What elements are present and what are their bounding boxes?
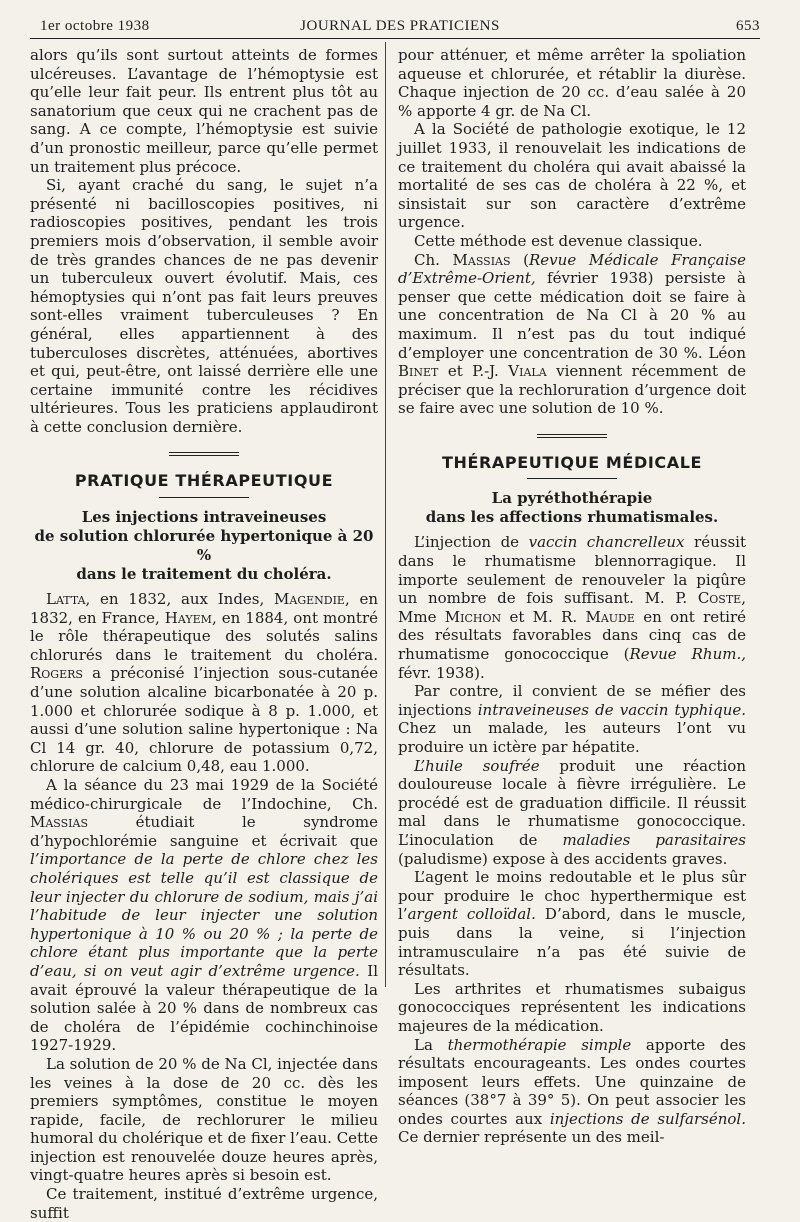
left-column bbox=[30, 46, 378, 1222]
emphasis: thermothérapie simple bbox=[447, 1035, 632, 1054]
text-run: févr. 1938). bbox=[398, 663, 485, 682]
text-run: D’abord, dans le muscle, puis dans la veine, si l’injection intramusculaire n’a pas été suivie de résultats. bbox=[398, 905, 746, 980]
text-run: Ch. bbox=[414, 250, 453, 269]
header-journal-title: JOURNAL DES PRATICIENS bbox=[300, 18, 500, 34]
paragraph bbox=[398, 868, 746, 980]
header-rule bbox=[30, 38, 760, 39]
quotation: l’importance de la perte de chlore chez les cholériques est telle qu’il est classique de leur injecter du chlorure de sodium, mais j’ai l’habitude de leur injecter une solution hypertonique à 10 % ou 20 % ; la perte de chlore étant plus importante que la perte d’eau, si on veut agir d’extrême urgence. bbox=[30, 850, 378, 980]
paragraph: A la Société de pathologie exotique, le 12 juillet 1933, il renouvelait les indications de ce traitement du choléra qui avait abaissé la mortalité de ses cas de choléra à 22 %, et sinsistait sur son caractère d’extrême urgence. bbox=[398, 120, 746, 232]
section-separator bbox=[537, 434, 607, 438]
text-run: viennent récemment de préciser que la rechloruration d’urgence doit se faire avec une solution de 10 %. bbox=[398, 362, 747, 418]
text-run: , en 1832, en France, bbox=[30, 590, 379, 627]
paragraph bbox=[30, 590, 378, 776]
text-run: Chez un malade, les auteurs l’ont vu produire un ictère par hépatite. bbox=[398, 719, 746, 756]
section-title-rule bbox=[527, 478, 617, 479]
author-name: Rogers bbox=[30, 664, 83, 683]
paragraph: Cette méthode est devenue classique. bbox=[414, 231, 703, 250]
author-name: Latta bbox=[46, 590, 86, 609]
emphasis: L’huile soufrée bbox=[414, 756, 540, 775]
paragraph bbox=[398, 757, 746, 869]
text-run: , en 1884, ont montré le rôle thérapeutique des solutés salins chlorurés dans le traitement du choléra. bbox=[30, 608, 379, 664]
article-title-line: dans les affections rhumatismales. bbox=[425, 508, 719, 527]
text-run: ( bbox=[510, 250, 530, 269]
text-run: et M. R. bbox=[501, 607, 586, 626]
emphasis: injections de sulfarsénol. bbox=[549, 1109, 746, 1128]
text-run: L’agent le moins redoutable et le plus sûr pour produire le choc hyperthermique est l’ bbox=[398, 868, 746, 924]
journal-citation: Revue Rhum., bbox=[629, 645, 746, 664]
article-title-line: dans le traitement du choléra. bbox=[76, 565, 332, 584]
section-title-rule bbox=[159, 497, 249, 498]
text-run: Il avait éprouvé la valeur thérapeutique de la solution salée à 20 % dans de nombreux cas de choléra de l’épidémie cochinchinoise 1927-1929. bbox=[30, 961, 378, 1055]
paragraph bbox=[30, 776, 378, 1055]
section-separator bbox=[169, 452, 239, 456]
paragraph: Ce traitement, institué d’extrême urgence, suffit bbox=[30, 1185, 378, 1222]
text-run: L’injection de bbox=[414, 533, 529, 552]
article-title-line: Les injections intraveineuses bbox=[81, 508, 327, 527]
journal-citation: Revue Médicale Française d’Extrême-Orient, bbox=[398, 250, 746, 288]
emphasis: intraveineuses de vaccin typhique. bbox=[477, 700, 746, 719]
column-rule bbox=[385, 42, 386, 987]
paragraph bbox=[398, 533, 746, 682]
right-column bbox=[398, 46, 746, 1147]
author-name: Hayem bbox=[164, 608, 212, 627]
paragraph bbox=[398, 682, 746, 756]
paragraph: alors qu’ils sont surtout atteints de formes ulcéreuses. L’avantage de l’hémoptysie est qu’elle leur fait peur. Ils entrent plus tôt au sanatorium que ceux qui ne crachent pas de sang. A ce compte, l’hémoptysie est suivie d’un pronostic meilleur, parce qu’elle permet un traitement plus précoce. bbox=[30, 46, 378, 176]
page-header bbox=[30, 18, 770, 40]
paragraph bbox=[398, 1036, 746, 1148]
text-run: , en 1832, aux Indes, bbox=[85, 590, 275, 609]
paragraph: pour atténuer, et même arrêter la spoliation aqueuse et chlorurée, et rétablir la diurèse. Chaque injection de 20 cc. d’eau salée à 20 % apporte 4 gr. de Na Cl. bbox=[398, 46, 746, 120]
emphasis: argent colloïdal. bbox=[407, 905, 536, 924]
text-run: A la séance du 23 mai 1929 de la Société médico-chirurgicale de l’Indochine, Ch. bbox=[30, 776, 378, 813]
article-title-line: La pyréthothérapie bbox=[491, 489, 653, 508]
author-name: Viala bbox=[508, 362, 547, 381]
author-name: Magendie bbox=[274, 590, 345, 609]
author-name: Massias bbox=[30, 813, 89, 832]
author-name: Binet bbox=[398, 362, 439, 381]
text-run: Par contre, il convient de se méfier des injections bbox=[398, 682, 746, 719]
text-run: La bbox=[414, 1035, 448, 1054]
paragraph: La solution de 20 % de Na Cl, injectée dans les veines à la dose de 20 cc. dès les premiers symptômes, constitue le moyen rapide, facile, de rechlorurer le milieu humoral du cholérique et de fixer l’eau. Cette injection est renouvelée douze heures après, vingt-quatre heures après si besoin est. bbox=[30, 1054, 378, 1185]
article-title-line: de solution chlorurée hypertonique à 20 % bbox=[34, 527, 374, 565]
text-run: étudiait le syndrome d’hypochlorémie sanguine et écrivait que bbox=[30, 813, 378, 850]
author-name: Michon bbox=[444, 607, 502, 626]
text-run: produit une réaction douloureuse locale à fièvre irrégulière. Le procédé est de graduation difficile. Il réussit mal dans le rhumatisme gonococcique. L’inoculation de bbox=[398, 756, 746, 849]
text-run: et P.-J. bbox=[438, 362, 509, 381]
text-run: , Mme bbox=[398, 589, 746, 626]
article-title bbox=[398, 489, 746, 527]
text-run: (paludisme) expose à des accidents graves. bbox=[398, 849, 728, 868]
paragraph: Les arthrites et rhumatismes subaigus gonococciques représentent les indications majeures de la médication. bbox=[398, 979, 746, 1035]
text-run: apporte des résultats encourageants. Les ondes courtes imposent leurs effets. Une quinzaine de séances (38°7 à 39° 5). On peut associer les ondes courtes aux bbox=[398, 1035, 747, 1128]
emphasis: maladies parasitaires bbox=[562, 830, 746, 849]
paragraph: Si, ayant craché du sang, le sujet n’a présenté ni bacilloscopies positives, ni radioscopies positives, pendant les trois premiers mois d’observation, il semble avoir de très grandes chances de ne pas devenir un tuberculeux ouvert évolutif. Mais, ces hémoptysies qui n’ont pas fait leurs preuves sont-elles vraiment tuberculeuses ? En général, elles appartiennent à des tuberculoses discrètes, atténuées, abortives et qui, peut-être, ont laissé derrière elle une certaine immunité contre les récidives ultérieures. Tous les praticiens applaudiront à cette conclusion dernière. bbox=[30, 176, 378, 436]
text-run: a préconisé l’injection sous-cutanée d’une solution alcaline bicarbonatée à 20 p. 1.000 et chlorurée sodique à 8 p. 1.000, et aussi d’une solution saline hypertonique : Na Cl 14 gr. 40, chlorure de potassium 0,72, chlorure de calcium 0,48, eau 1.000. bbox=[30, 664, 378, 776]
emphasis: vaccin chancrelleux bbox=[528, 533, 685, 552]
header-page-number: 653 bbox=[736, 18, 760, 34]
author-name: Maude bbox=[585, 607, 635, 626]
text-run: en ont retiré des résultats favorables dans cinq cas de rhumatisme gonococcique ( bbox=[398, 607, 747, 664]
author-name: Massias bbox=[452, 250, 511, 269]
author-name: Coste bbox=[697, 589, 742, 608]
section-title: THÉRAPEUTIQUE MÉDICALE bbox=[441, 452, 703, 472]
text-run: février 1938) persiste à penser que cette médication doit se faire à une concentration de Na Cl à 20 % au maximum. Il n’est pas du tout indiqué d’employer une concentration de 30 %. Léon bbox=[398, 269, 746, 362]
paragraph bbox=[398, 251, 746, 418]
text-run: Ce dernier représente un des meil- bbox=[398, 1128, 665, 1147]
header-date: 1er octobre 1938 bbox=[40, 18, 150, 34]
text-run: réussit dans le rhumatisme blennorragique. Il importe seulement de renouveler la piqûre un nombre de fois suffisant. M. P. bbox=[398, 533, 746, 608]
article-title bbox=[30, 508, 378, 584]
section-title: PRATIQUE THÉRAPEUTIQUE bbox=[74, 471, 334, 491]
